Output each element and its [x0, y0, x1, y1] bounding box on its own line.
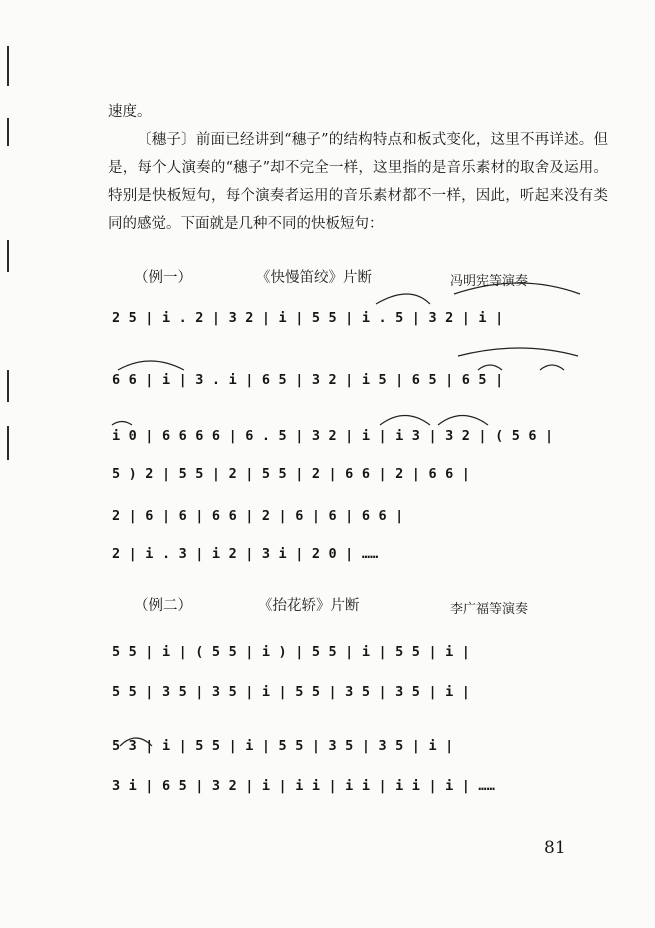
example-title: 《快慢笛绞》片断 — [256, 270, 372, 286]
slur-mark — [454, 283, 580, 294]
score-line: 6 6 | i | 3 . i | 6 5 | 3 2 | i 5 | 6 5 | 6 5 | — [112, 372, 504, 388]
score-line: 5 5 | i | ( 5 5 | i ) | 5 5 | i | 5 5 | i | — [112, 644, 471, 660]
example-performer: 冯明宪等演奏 — [450, 274, 529, 289]
score-line: 2 | 6 | 6 | 6 6 | 2 | 6 | 6 | 6 6 | — [112, 508, 404, 524]
score-line: 2 5 | i . 2 | 3 2 | i | 5 5 | i . 5 | 3 2 | i | — [112, 310, 504, 326]
slur-mark — [540, 365, 564, 370]
slur-mark — [112, 422, 132, 426]
slur-mark — [118, 361, 184, 370]
example-performer: 李广福等演奏 — [450, 602, 529, 617]
score-line: 5 3 | i | 5 5 | i | 5 5 | 3 5 | 3 5 | i | — [112, 738, 454, 754]
slur-mark — [376, 294, 430, 304]
paragraph: 〔穗子〕前面已经讲到“穗子”的结构特点和板式变化，这里不再详述。但是，每个人演奏的“穗子”却不完全一样，这里指的是音乐素材的取舍及运用。特别是快板短句，每个演奏者运用的音乐素材都不一样，因此，听起来没有类同的感觉。下面就是几种不同的快板短句： — [108, 132, 608, 232]
score-line: i 0 | 6 6 6 6 | 6 . 5 | 3 2 | i | i 3 | 3 2 | ( 5 6 | — [112, 428, 554, 444]
slur-mark — [478, 365, 502, 370]
slur-mark — [438, 416, 488, 426]
page-number: 81 — [544, 838, 566, 858]
score-line: 3 i | 6 5 | 3 2 | i | i i | i i | i i | i | …… — [112, 778, 496, 794]
paragraph: 速度。 — [108, 104, 152, 120]
score-line: 5 5 | 3 5 | 3 5 | i | 5 5 | 3 5 | 3 5 | i | — [112, 684, 471, 700]
slur-mark — [380, 416, 430, 426]
score-line: 2 | i . 3 | i 2 | 3 i | 2 0 | …… — [112, 546, 379, 562]
slur-mark — [458, 348, 578, 356]
example-label: （例二） — [134, 598, 192, 614]
score-line: 5 ) 2 | 5 5 | 2 | 5 5 | 2 | 6 6 | 2 | 6 6 | — [112, 466, 471, 482]
example-title: 《抬花轿》片断 — [258, 598, 360, 614]
example-label: （例一） — [134, 270, 192, 286]
